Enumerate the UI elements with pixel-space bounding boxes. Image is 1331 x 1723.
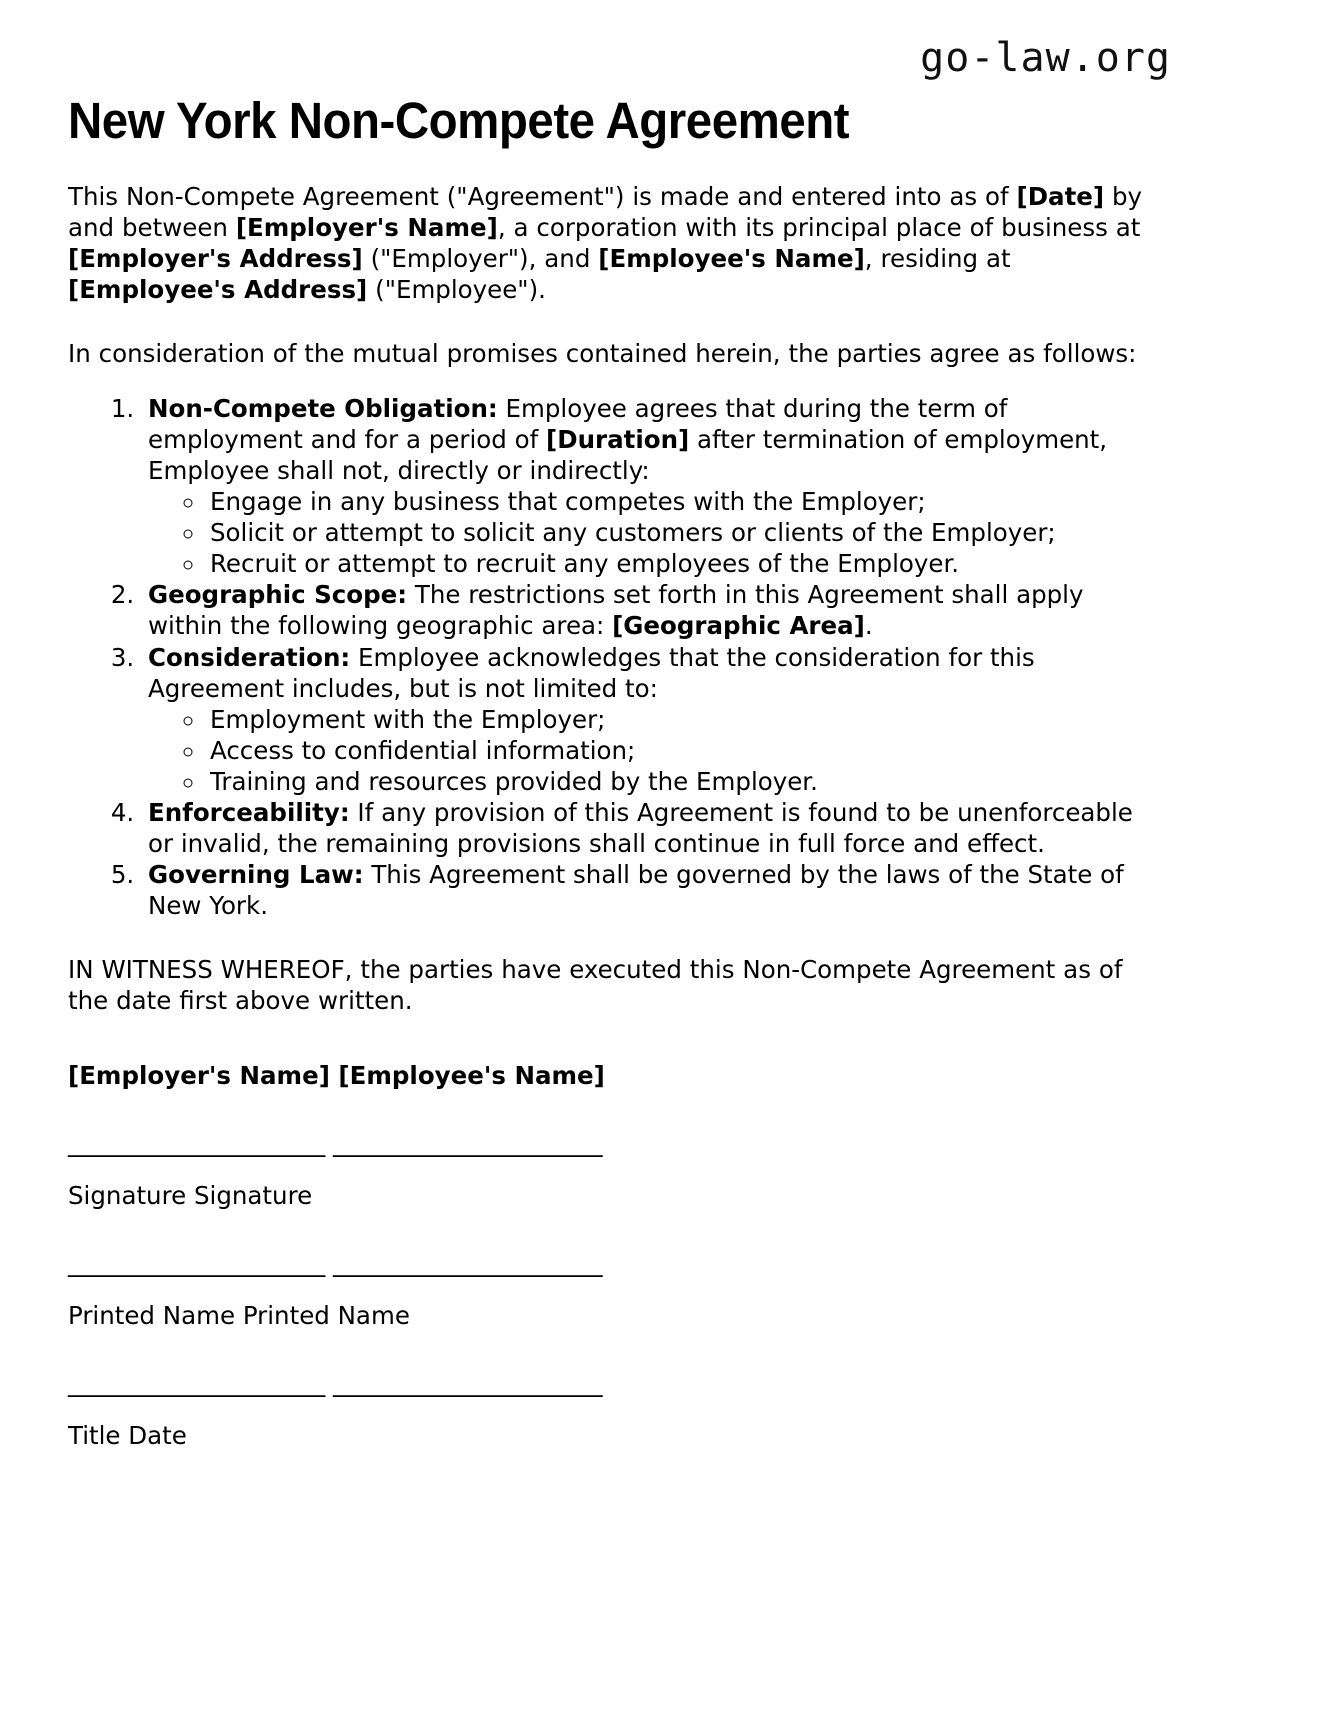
intro-seg-6: ("Employee").: [367, 275, 546, 305]
list-item: ◦ Access to confidential information;: [206, 735, 1153, 766]
signature-rule-1: _____________________ ______________________: [68, 1127, 603, 1157]
signature-rule-3: _____________________ ______________________: [68, 1368, 603, 1398]
title-date-label: Title Date: [68, 1421, 187, 1451]
clause-heading: Governing Law:: [148, 860, 364, 890]
list-item: ◦ Employment with the Employer;: [206, 704, 1153, 735]
clause-text-a: The restrictions set forth in this Agreement shall apply within the following geographic area:: [148, 580, 1084, 641]
clause-text-a: Employee agrees that during the term of employment and for a period of: [148, 393, 1008, 454]
clause-heading: Enforceability:: [148, 798, 350, 828]
intro-seg-5: , residing at: [864, 244, 1011, 274]
intro-seg-4: ("Employer"), and: [362, 244, 599, 274]
clause-item: [142, 859, 1153, 921]
placeholder-employee-address: [Employee's Address]: [68, 275, 368, 305]
clause-text-a: This Agreement shall be governed by the laws of the State of New York.: [148, 860, 1124, 921]
clause-text-a: Employee acknowledges that the consideration for this Agreement includes, but is not limited to:: [148, 642, 1035, 703]
consideration-lead-in: In consideration of the mutual promises contained herein, the parties agree as follows:: [68, 338, 1137, 368]
list-item: ◦ Recruit or attempt to recruit any employees of the Employer.: [206, 548, 1153, 579]
intro-paragraph: [68, 181, 1153, 305]
list-item: ◦ Solicit or attempt to solicit any customers or clients of the Employer;: [206, 517, 1153, 548]
clause-heading: Consideration:: [148, 642, 351, 672]
placeholder-employer-address: [Employer's Address]: [68, 244, 363, 274]
site-logo: go-law.org: [920, 35, 1171, 81]
placeholder-employee-name: [Employee's Name]: [598, 244, 865, 274]
clause-text-c: after termination of employment, Employee shall not, directly or indirectly:: [148, 424, 1108, 485]
clause-item: [142, 642, 1153, 798]
intro-seg-1: This Non-Compete Agreement ("Agreement") is made and entered into as of: [68, 182, 1017, 212]
placeholder-date: [Date]: [1016, 182, 1105, 212]
signature-rule-2: _____________________ ______________________: [68, 1248, 603, 1278]
document-body: [68, 181, 1153, 1451]
clause-heading: Non-Compete Obligation:: [148, 393, 498, 423]
clause-placeholder: [Duration]: [546, 424, 690, 454]
printed-name-label: Printed Name Printed Name: [68, 1301, 410, 1331]
witness-clause: IN WITNESS WHEREOF, the parties have executed this Non-Compete Agreement as of the date first above written.: [68, 954, 1123, 1015]
signature-party-names: [Employer's Name] [Employee's Name]: [68, 1060, 605, 1090]
clause-text-a: If any provision of this Agreement is found to be unenforceable or invalid, the remaining provisions shall continue in full force and effect.: [148, 798, 1133, 859]
clause-text-c: .: [864, 611, 873, 641]
signature-label: Signature Signature: [68, 1180, 313, 1210]
intro-seg-3: , a corporation with its principal place of business at: [497, 213, 1141, 243]
clause-list: [68, 393, 1153, 922]
intro-seg-2: by and between: [68, 182, 1143, 243]
clause-item: [142, 579, 1153, 641]
clause-placeholder: [Geographic Area]: [612, 611, 865, 641]
clause-heading: Geographic Scope:: [148, 580, 408, 610]
clause-sublist: [148, 704, 1153, 797]
list-item: ◦ Engage in any business that competes with the Employer;: [206, 486, 1153, 517]
clause-item: [142, 797, 1153, 859]
page-title: New York Non-Compete Agreement: [68, 92, 850, 149]
clause-sublist: [148, 486, 1153, 579]
placeholder-employer-name: [Employer's Name]: [235, 213, 498, 243]
clause-item: [142, 393, 1153, 580]
list-item: ◦ Training and resources provided by the Employer.: [206, 766, 1153, 797]
